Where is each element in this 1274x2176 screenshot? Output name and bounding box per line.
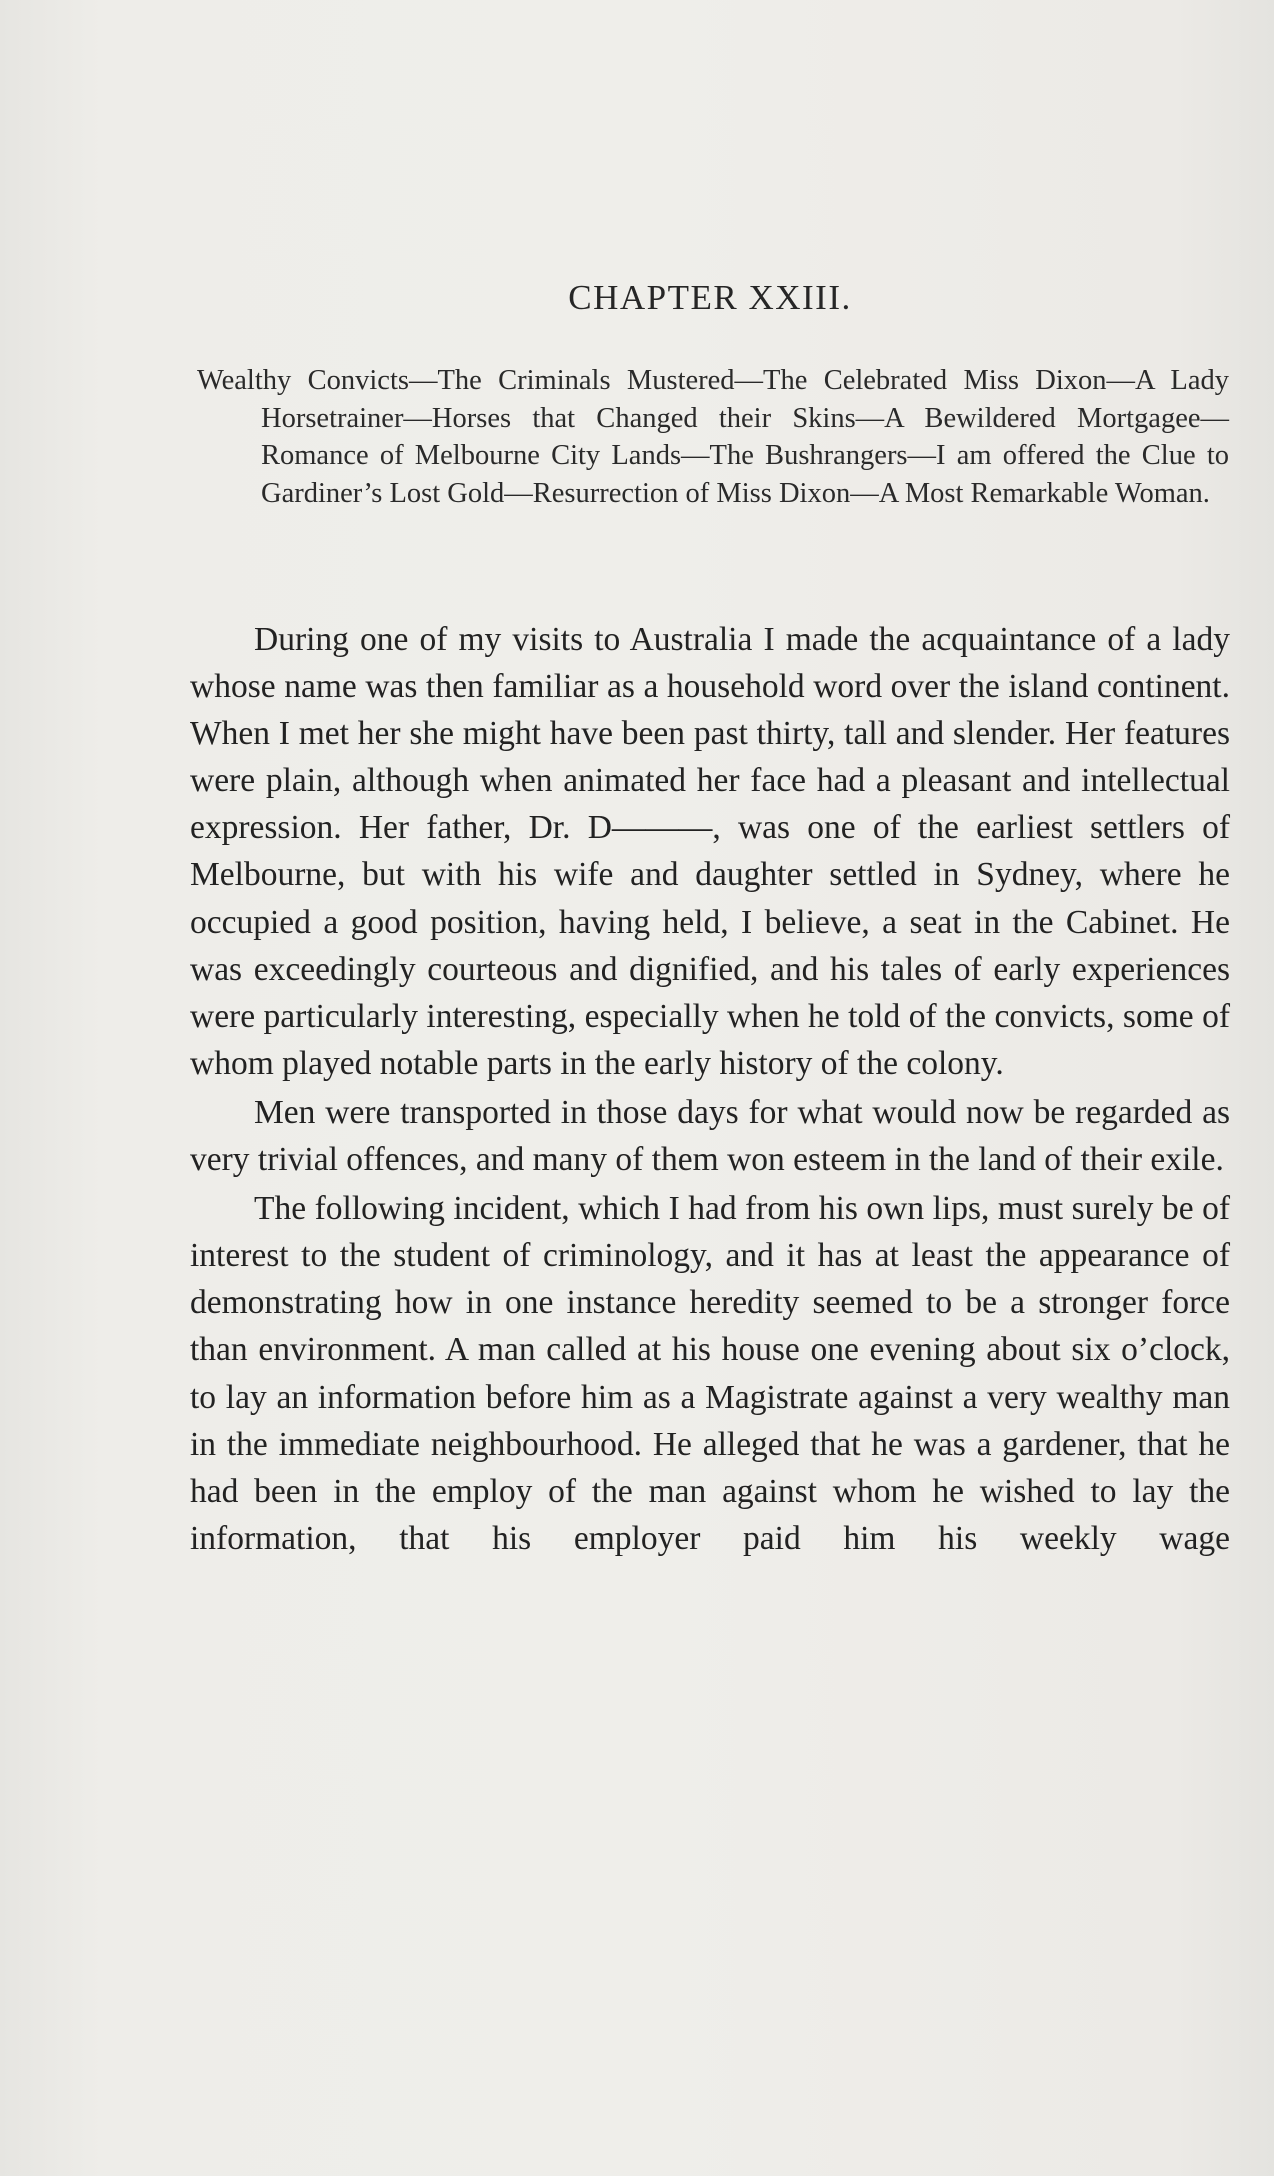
- chapter-title: CHAPTER XXIII.: [568, 278, 852, 317]
- body-text: [190, 616, 1230, 1564]
- chapter-synopsis: Wealthy Convicts—The Criminals Mustered—The Celebrated Miss Dixon—A Lady Horsetrainer—Horses that Changed their Skins—A Bewildered Mortgagee—Romance of Melbourne City Lands—The Bushrangers—I am offered the Clue to Gardiner’s Lost Gold—Resurrection of Miss Dixon—A Most Remarkable Woman.: [197, 365, 1229, 509]
- paragraph: During one of my visits to Australia I made the acquaintance of a lady whose name was then familiar as a household word over the island continent. When I met her she might have been past thirty, tall and slender. Her features were plain, although when animated her face had a pleasant and intellectual expression. Her father, Dr. D———, was one of the earliest settlers of Melbourne, but with his wife and daughter settled in Sydney, where he occupied a good position, having held, I believe, a seat in the Cabinet. He was exceedingly courteous and dignified, and his tales of early experiences were particularly interesting, especially when he told of the convicts, some of whom played notable parts in the early history of the colony.: [190, 621, 1230, 1082]
- paragraph: The following incident, which I had from his own lips, must surely be of interest to the student of criminology, and it has at least the appearance of demonstrating how in one instance heredity seemed to be a stronger force than environment. A man called at his house one evening about six o’clock, to lay an information before him as a Magistrate against a very wealthy man in the immediate neighbourhood. He alleged that he was a gardener, that he had been in the employ of the man against whom he wished to lay the information, that his employer paid him his weekly wage: [190, 1190, 1230, 1557]
- paragraph: Men were transported in those days for what would now be regarded as very trivial offences, and many of them won esteem in the land of their exile.: [190, 1093, 1230, 1179]
